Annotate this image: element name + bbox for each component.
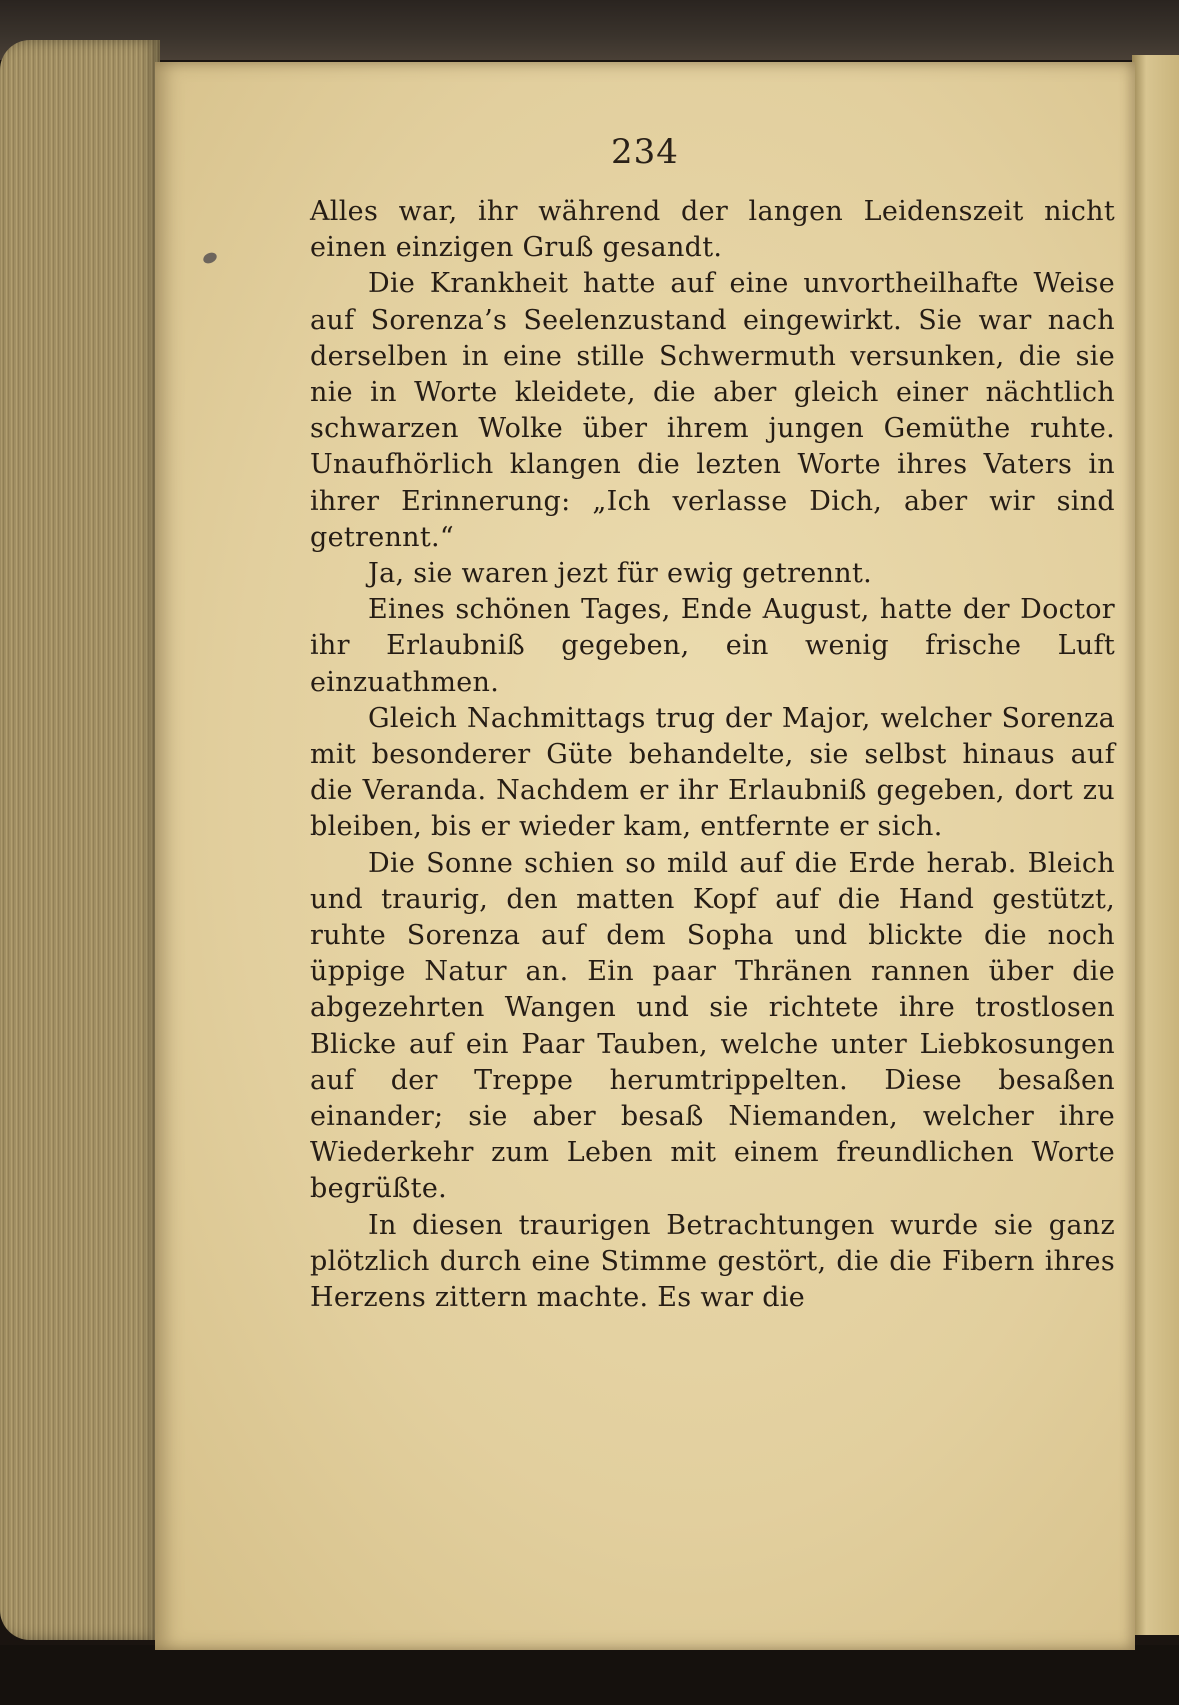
page-text xyxy=(310,194,1115,1316)
paragraph: Gleich Nachmittags trug der Major, welcher Sorenza mit besonderer Güte behandelte, sie selbst hinaus auf die Veranda. Nachdem er ihr Erlaubniß gegeben, dort zu bleiben, bis er wieder kam, entfernte er sich. xyxy=(310,702,1115,843)
paragraph: Die Krankheit hatte auf eine unvortheilhafte Weise auf Sorenza’s Seelenzustand eingewirkt. Sie war nach derselben in eine stille Schwermuth versunken, die sie nie in Worte kleidete, die aber gleich einer nächtlich schwarzen Wolke über ihrem jungen Gemüthe ruhte. Unaufhörlich klangen die lezten Worte ihres Vaters in ihrer Erinnerung: „Ich verlasse Dich, aber wir sind getrennt.“ xyxy=(310,268,1115,553)
next-page-edge xyxy=(1132,55,1179,1635)
paragraph: Ja, sie waren jezt für ewig getrennt. xyxy=(368,558,872,590)
paragraph: In diesen traurigen Betrachtungen wurde sie ganz plötzlich durch eine Stimme gestört, die die Fibern ihres Herzens zittern machte. Es war die xyxy=(310,1209,1115,1314)
page-number: 234 xyxy=(611,132,679,172)
book-cover-top xyxy=(0,0,1179,60)
page-edges xyxy=(0,40,160,1640)
book-page xyxy=(155,62,1135,1650)
book-bottom-shadow xyxy=(0,1645,1179,1705)
paragraph: Alles war, ihr während der langen Leidenszeit nicht einen einzigen Gruß gesandt. xyxy=(310,196,1115,264)
paragraph: Die Sonne schien so mild auf die Erde herab. Bleich und traurig, den matten Kopf auf die Hand gestützt, ruhte Sorenza auf dem Sopha und blickte die noch üppige Natur an. Ein paar Thränen rannen über die abgezehrten Wangen und sie richtete ihre trostlosen Blicke auf ein Paar Tauben, welche unter Liebkosungen auf der Treppe herumtrippelten. Diese besaßen einander; sie aber besaß Niemanden, welcher ihre Wiederkehr zum Leben mit einem freundlichen Worte begrüßte. xyxy=(310,847,1115,1205)
paragraph: Eines schönen Tages, Ende August, hatte der Doctor ihr Erlaubniß gegeben, ein wenig frische Luft einzuathmen. xyxy=(310,594,1115,698)
